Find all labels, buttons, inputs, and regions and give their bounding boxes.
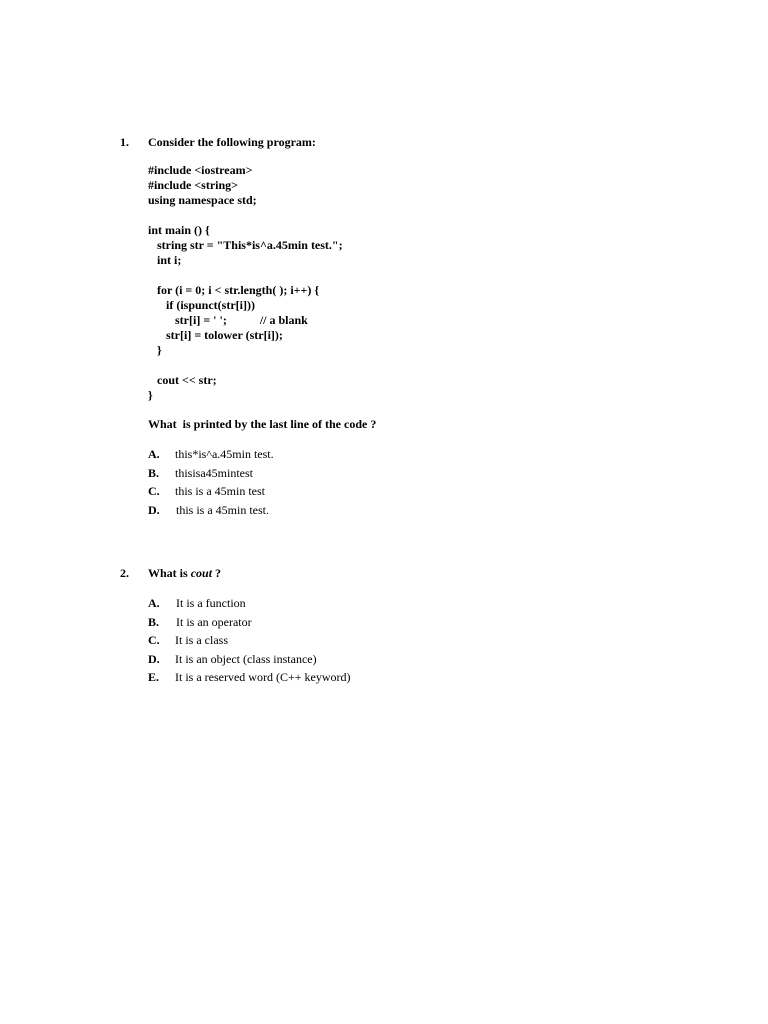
code-line: cout << str;: [148, 373, 217, 387]
code-line: [148, 358, 343, 373]
code-line: str[i] = tolower (str[i]);: [148, 328, 283, 342]
code-line: for (i = 0; i < str.length( ); i++) {: [148, 283, 320, 297]
code-line: [148, 208, 343, 223]
question-1-code-block: [148, 163, 343, 403]
question-1-prompt: Consider the following program:: [148, 135, 316, 149]
option-letter: A.: [148, 596, 160, 610]
question-2-prompt-after: ?: [212, 566, 222, 580]
option-letter: E.: [148, 670, 160, 684]
option-letter: B.: [148, 614, 160, 629]
question-1-question-text: What is printed by the last line of the code ?: [148, 417, 377, 431]
option-letter: D.: [148, 651, 160, 666]
question-1-number: 1.: [120, 135, 129, 149]
question-2-prompt-before: What is: [148, 566, 191, 580]
code-line: if (ispunct(str[i])): [148, 298, 255, 312]
option-text: this*is^a.45min test.: [175, 447, 274, 461]
code-line: str[i] = ' '; // a blank: [148, 313, 308, 327]
option-letter: C.: [148, 484, 160, 498]
code-line: int i;: [148, 253, 182, 267]
code-line: }: [148, 388, 153, 402]
option-text: It is an object (class instance): [175, 651, 317, 666]
option-letter: A.: [148, 447, 160, 461]
option-text: thisisa45mintest: [175, 465, 253, 480]
question-2-number: 2.: [120, 566, 129, 580]
option-text: It is a reserved word (C++ keyword): [175, 670, 351, 684]
option-letter: B.: [148, 465, 160, 480]
question-2-prompt: [148, 566, 221, 581]
option-text: this is a 45min test.: [176, 502, 269, 517]
option-letter: D.: [148, 502, 160, 517]
option-text: It is an operator: [176, 614, 252, 629]
code-line: #include <iostream>: [148, 163, 253, 177]
code-line: }: [148, 343, 162, 357]
option-text: this is a 45min test: [175, 484, 265, 498]
code-line: int main () {: [148, 223, 210, 237]
option-letter: C.: [148, 633, 160, 647]
option-text: It is a function: [176, 596, 246, 610]
code-line: using namespace std;: [148, 193, 257, 207]
code-line: [148, 268, 343, 283]
code-line: string str = "This*is^a.45min test.";: [148, 238, 343, 252]
code-line: #include <string>: [148, 178, 239, 192]
option-text: It is a class: [175, 633, 228, 647]
question-2-prompt-keyword: cout: [190, 566, 213, 580]
